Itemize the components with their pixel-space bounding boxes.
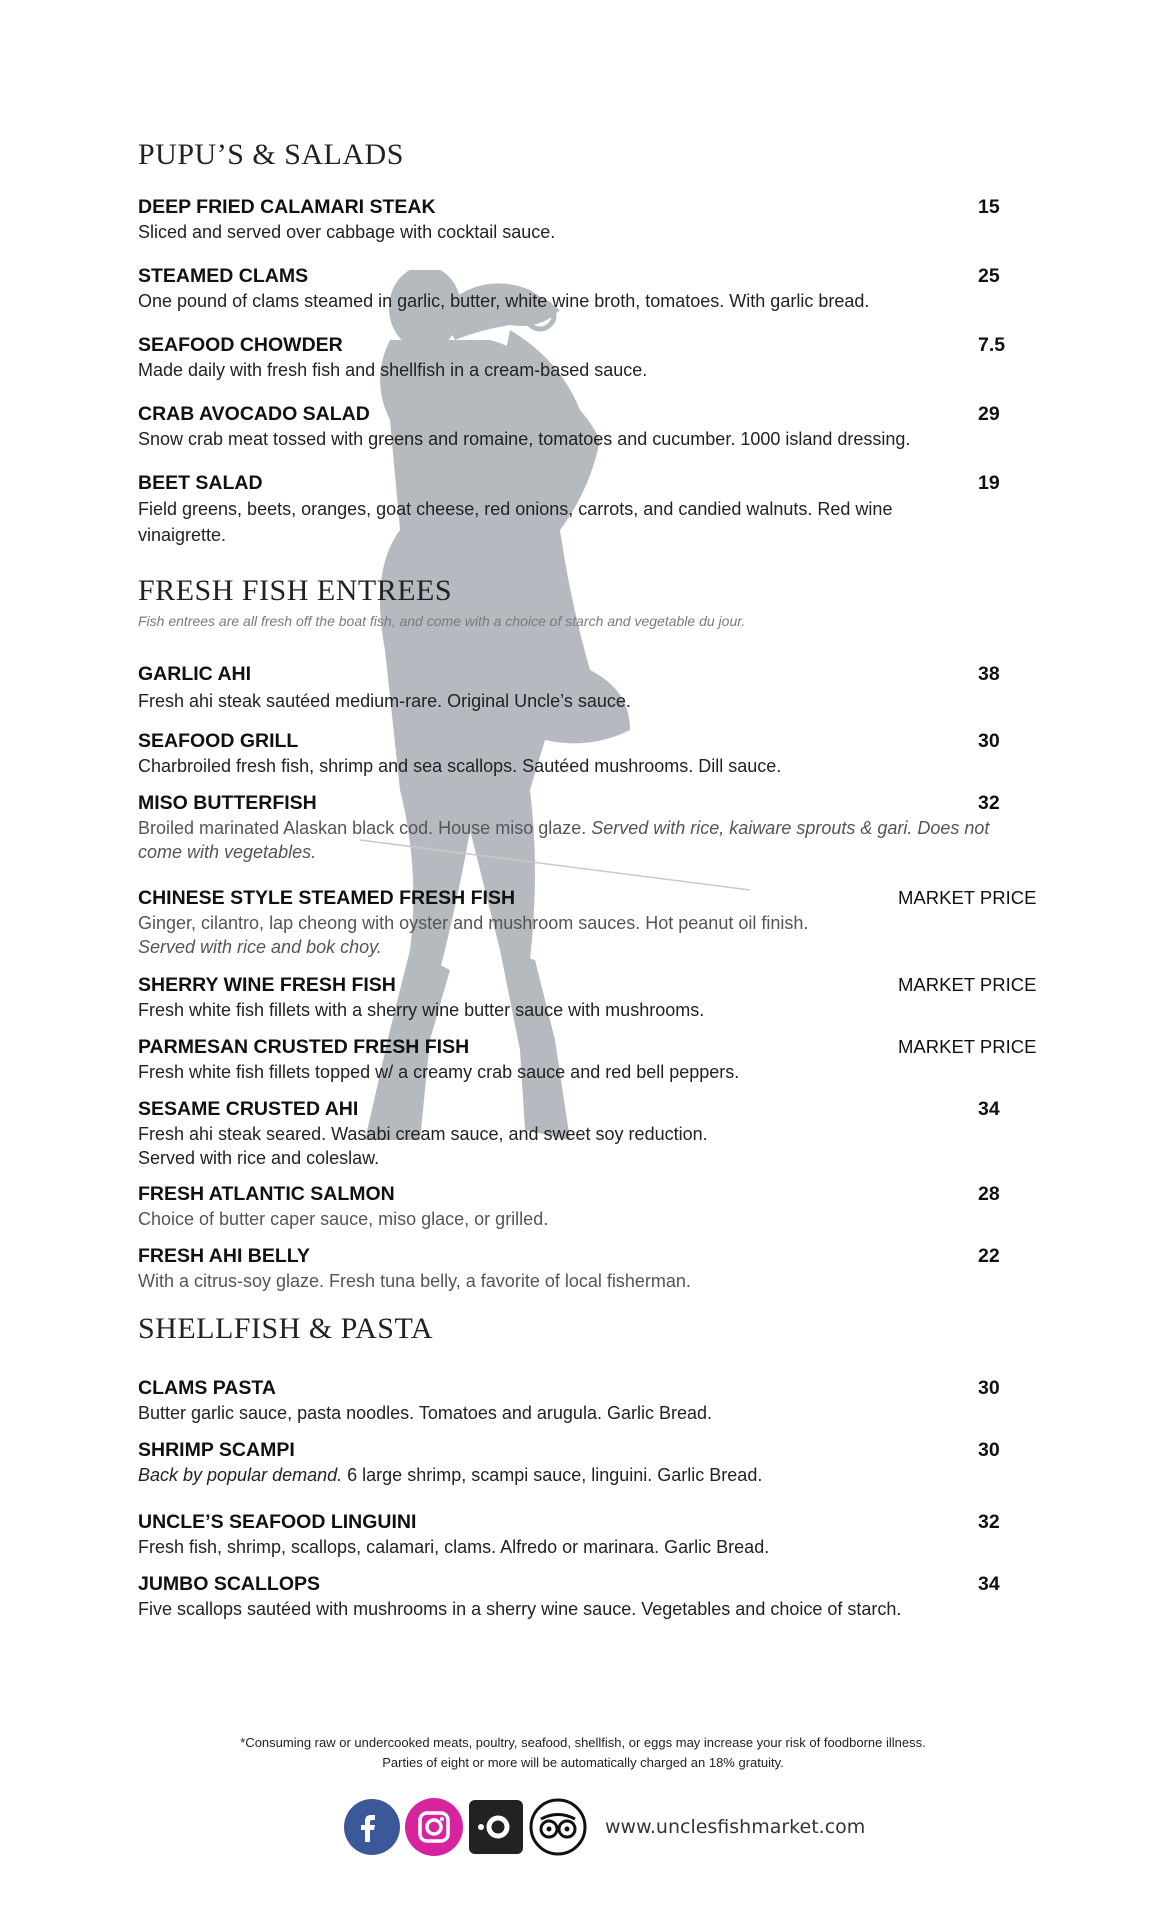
item-description: Fresh fish, shrimp, scallops, calamari, clams. Alfredo or marinara. Garlic Bread. xyxy=(138,1537,770,1557)
item-name: GARLIC AHI xyxy=(138,663,252,685)
menu-item xyxy=(138,401,1038,451)
section-note: Fish entrees are all fresh off the boat fish, and come with a choice of starch and vegetable du jour. xyxy=(138,613,746,629)
menu-item xyxy=(138,194,1038,244)
item-name: SHRIMP SCAMPI xyxy=(138,1439,295,1461)
item-description-text: Broiled marinated Alaskan black cod. House miso glaze. xyxy=(138,818,587,838)
item-description: Charbroiled fresh fish, shrimp and sea scallops. Sautéed mushrooms. Dill sauce. xyxy=(138,756,782,776)
item-price: 30 xyxy=(978,1377,1000,1399)
menu-item xyxy=(138,1375,1038,1425)
item-price: 32 xyxy=(978,792,1000,814)
item-description-line2: Served with rice and coleslaw. xyxy=(138,1148,380,1168)
item-name: FRESH ATLANTIC SALMON xyxy=(138,1183,395,1205)
item-name: JUMBO SCALLOPS xyxy=(138,1573,321,1595)
item-price: 34 xyxy=(978,1573,1000,1595)
menu-item xyxy=(138,1181,1038,1231)
item-description: Field greens, beets, oranges, goat cheese, red onions, carrots, and candied walnuts. Red wine vinaigrette. xyxy=(138,499,893,545)
item-description: Sliced and served over cabbage with cocktail sauce. xyxy=(138,222,556,242)
item-name: FRESH AHI BELLY xyxy=(138,1245,310,1267)
food-safety-notice: *Consuming raw or undercooked meats, poultry, seafood, shellfish, or eggs may increase your risk of foodborne illness. xyxy=(240,1735,926,1750)
item-description xyxy=(138,816,998,864)
item-price: MARKET PRICE xyxy=(898,1036,1037,1057)
section-title-pupus-salads: PUPU’S & SALADS xyxy=(138,138,404,171)
item-description xyxy=(138,1463,978,1487)
item-description: Five scallops sautéed with mushrooms in a sherry wine sauce. Vegetables and choice of starch. xyxy=(138,1599,902,1619)
item-description: Butter garlic sauce, pasta noodles. Tomatoes and arugula. Garlic Bread. xyxy=(138,1403,712,1423)
item-description: Fresh ahi steak sautéed medium-rare. Original Uncle’s sauce. xyxy=(138,691,631,711)
item-description: Ginger, cilantro, lap cheong with oyster and mushroom sauces. Hot peanut oil finish. xyxy=(138,913,809,933)
item-price: 7.5 xyxy=(978,334,1006,356)
item-description-italic: Back by popular demand. xyxy=(138,1465,343,1485)
item-description-italic: Served with rice, kaiware sprouts & gari. Does not come with vegetables. xyxy=(138,818,990,862)
item-description: Choice of butter caper sauce, miso glace, or grilled. xyxy=(138,1209,549,1229)
item-description-italic: Served with rice and bok choy. xyxy=(138,937,382,957)
menu-item xyxy=(138,1437,1038,1487)
tripadvisor-icon[interactable] xyxy=(529,1798,587,1856)
social-links xyxy=(343,1796,865,1858)
item-price: 30 xyxy=(978,1439,1000,1461)
item-price: MARKET PRICE xyxy=(898,974,1037,995)
item-name: SESAME CRUSTED AHI xyxy=(138,1098,359,1120)
item-name: SHERRY WINE FRESH FISH xyxy=(138,974,396,996)
item-description: With a citrus-soy glaze. Fresh tuna belly, a favorite of local fisherman. xyxy=(138,1271,691,1291)
section-title-shellfish-pasta: SHELLFISH & PASTA xyxy=(138,1312,434,1345)
item-name: PARMESAN CRUSTED FRESH FISH xyxy=(138,1036,470,1058)
facebook-icon[interactable] xyxy=(343,1798,401,1856)
menu-item xyxy=(138,661,1038,713)
item-price: 29 xyxy=(978,403,1000,425)
menu-item xyxy=(138,1243,1038,1293)
menu-item xyxy=(138,972,1038,1022)
menu-item xyxy=(138,332,1038,382)
item-description: Snow crab meat tossed with greens and romaine, tomatoes and cucumber. 1000 island dressing. xyxy=(138,429,911,449)
menu-item xyxy=(138,263,1038,313)
item-name: CRAB AVOCADO SALAD xyxy=(138,403,370,425)
menu-item xyxy=(138,790,1038,864)
gratuity-notice: Parties of eight or more will be automatically charged an 18% gratuity. xyxy=(382,1755,784,1770)
item-name: BEET SALAD xyxy=(138,472,263,494)
item-name: STEAMED CLAMS xyxy=(138,265,309,287)
instagram-icon[interactable] xyxy=(405,1798,463,1856)
item-price: MARKET PRICE xyxy=(898,887,1037,908)
item-price: 22 xyxy=(978,1245,1000,1267)
item-name: CLAMS PASTA xyxy=(138,1377,276,1399)
menu-item xyxy=(138,728,1038,778)
menu-item xyxy=(138,885,1038,959)
item-price: 19 xyxy=(978,472,1000,494)
item-description: Made daily with fresh fish and shellfish in a cream-based sauce. xyxy=(138,360,648,380)
item-price: 15 xyxy=(978,196,1000,218)
item-price: 34 xyxy=(978,1098,1000,1120)
item-price: 30 xyxy=(978,730,1000,752)
menu-item xyxy=(138,1096,1038,1170)
item-price: 25 xyxy=(978,265,1000,287)
section-title-fresh-fish-entrees: FRESH FISH ENTREES xyxy=(138,574,453,607)
flickr-icon[interactable] xyxy=(467,1798,525,1856)
menu-item xyxy=(138,470,1038,548)
menu-item xyxy=(138,1571,1038,1621)
item-description: One pound of clams steamed in garlic, butter, white wine broth, tomatoes. With garlic bread. xyxy=(138,291,870,311)
item-name: DEEP FRIED CALAMARI STEAK xyxy=(138,196,436,218)
item-name: CHINESE STYLE STEAMED FRESH FISH xyxy=(138,887,516,909)
menu-item xyxy=(138,1034,1038,1084)
item-name: UNCLE’S SEAFOOD LINGUINI xyxy=(138,1511,417,1533)
item-description: Fresh ahi steak seared. Wasabi cream sauce, and sweet soy reduction. xyxy=(138,1124,708,1144)
footer-disclaimer xyxy=(0,1733,1166,1773)
item-name: SEAFOOD CHOWDER xyxy=(138,334,343,356)
website-link[interactable]: www.unclesfishmarket.com xyxy=(605,1816,866,1838)
item-description: Fresh white fish fillets topped w/ a creamy crab sauce and red bell peppers. xyxy=(138,1062,740,1082)
item-price: 32 xyxy=(978,1511,1000,1533)
item-name: SEAFOOD GRILL xyxy=(138,730,299,752)
item-name: MISO BUTTERFISH xyxy=(138,792,317,814)
item-price: 28 xyxy=(978,1183,1000,1205)
item-description-text: 6 large shrimp, scampi sauce, linguini. Garlic Bread. xyxy=(347,1465,763,1485)
item-description: Fresh white fish fillets with a sherry wine butter sauce with mushrooms. xyxy=(138,1000,705,1020)
item-price: 38 xyxy=(978,663,1000,685)
menu-item xyxy=(138,1509,1038,1559)
